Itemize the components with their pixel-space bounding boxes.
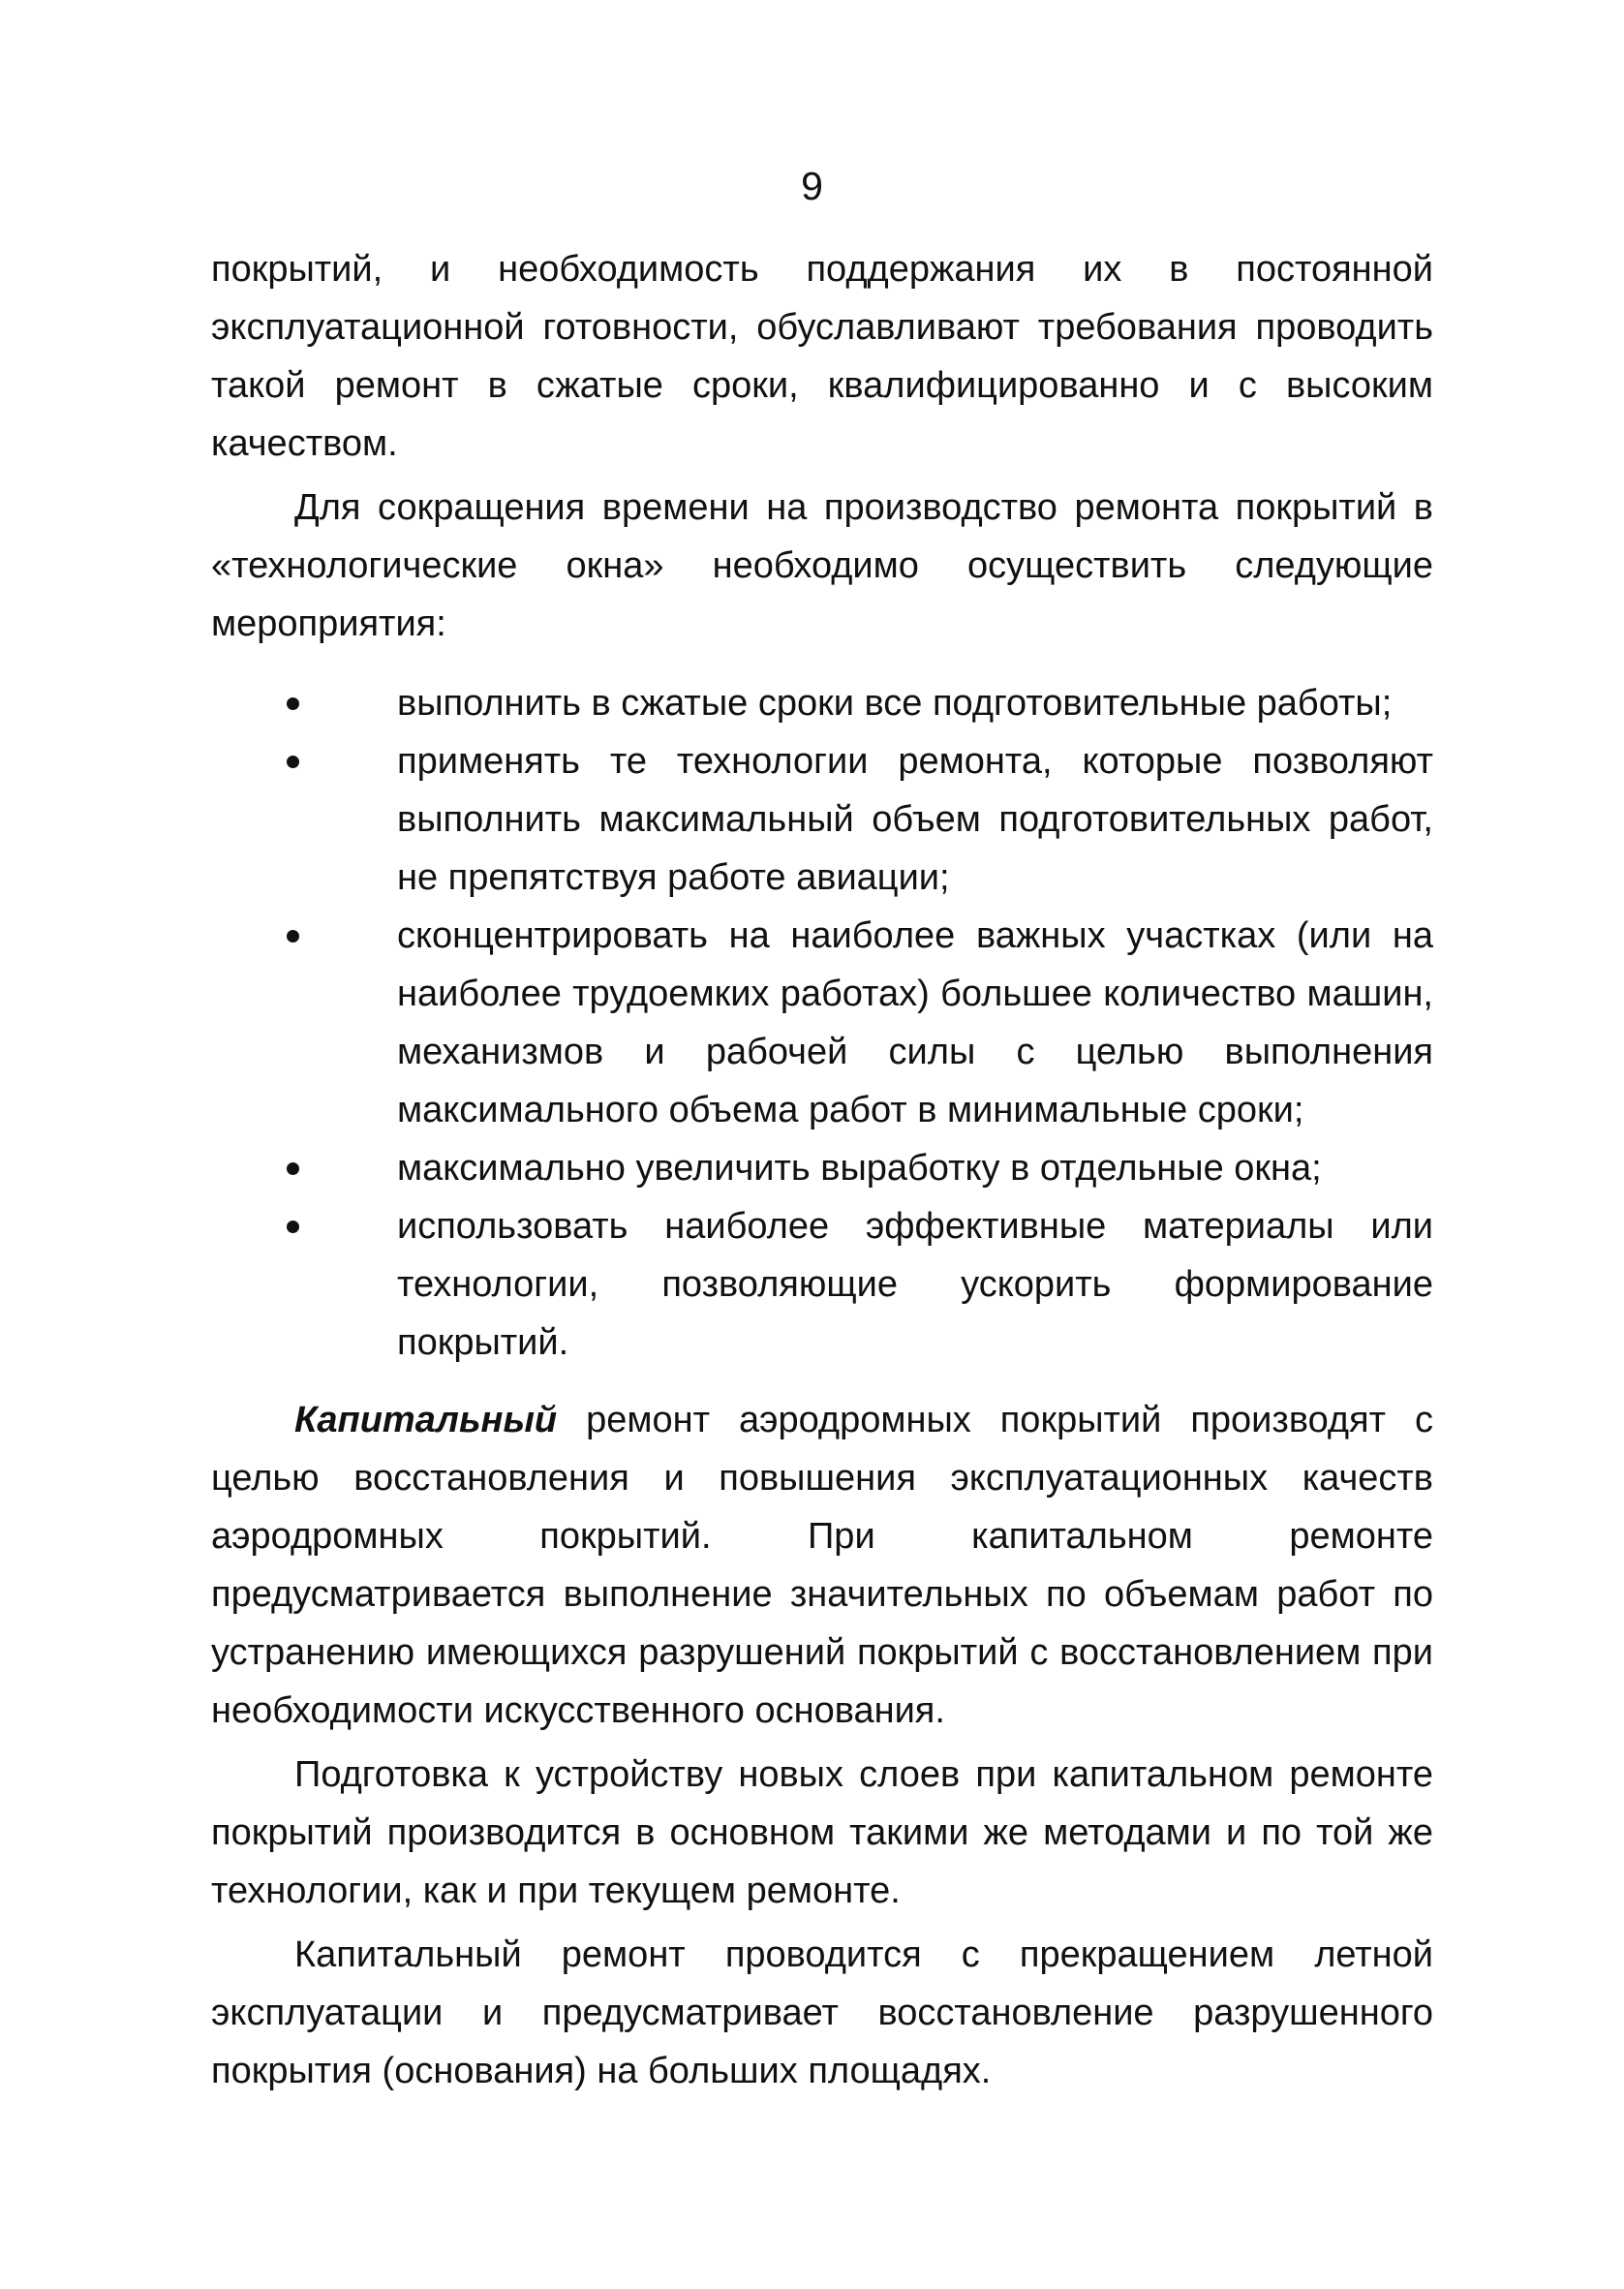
bullet-icon: [287, 756, 299, 768]
list-item-text: выполнить в сжатые сроки все подготовительные работы;: [397, 683, 1393, 724]
measures-list: [211, 674, 1433, 1372]
page-body: [211, 240, 1433, 2100]
paragraph-capital-repair-closure: Капитальный ремонт проводится с прекращением летной эксплуатации и предусматривает восстановление разрушенного покрытия (основания) на больших площадях.: [211, 1934, 1433, 2091]
capital-repair-term: Капитальный: [294, 1400, 558, 1440]
paragraph-preparation: Подготовка к устройству новых слоев при капитальном ремонте покрытий производится в основном такими же методами и по той же технологии, как и при текущем ремонте.: [211, 1754, 1433, 1911]
bullet-icon: [287, 1221, 299, 1233]
bullet-icon: [287, 697, 299, 710]
bullet-icon: [287, 930, 299, 943]
list-item: [211, 1139, 1433, 1197]
list-item-text: сконцентрировать на наиболее важных участках (или на наиболее трудоемких работах) большее количество машин, механизмов и рабочей силы с целью выполнения максимального объема работ в минимальные сроки;: [397, 915, 1433, 1130]
list-item: [211, 674, 1433, 732]
list-item-text: максимально увеличить выработку в отдельные окна;: [397, 1148, 1322, 1189]
list-item: [211, 907, 1433, 1139]
bullet-icon: [287, 1162, 299, 1175]
paragraph-capital-repair: [211, 1391, 1433, 1740]
list-item-text: применять те технологии ремонта, которые позволяют выполнить максимальный объем подготовительных работ, не препятствуя работе авиации;: [397, 741, 1433, 898]
list-item-text: использовать наиболее эффективные материалы или технологии, позволяющие ускорить формирование покрытий.: [397, 1206, 1433, 1363]
paragraph-continuation: покрытий, и необходимость поддержания их в постоянной эксплуатационной готовности, обуславливают требования проводить такой ремонт в сжатые сроки, квалифицированно и с высоким качеством.: [211, 249, 1433, 464]
page-number: 9: [801, 164, 823, 208]
list-item: [211, 732, 1433, 907]
list-item: [211, 1197, 1433, 1372]
paragraph-measures-intro: Для сокращения времени на производство ремонта покрытий в «технологические окна» необходимо осуществить следующие мероприятия:: [211, 487, 1433, 644]
capital-repair-text: ремонт аэродромных покрытий производят с целью восстановления и повышения эксплуатационных качеств аэродромных покрытий. При капитальном ремонте предусматривается выполнение значительных по объемам работ по устранению имеющихся разрушений покрытий с восстановлением при необходимости искусственного основания.: [211, 1400, 1433, 1731]
